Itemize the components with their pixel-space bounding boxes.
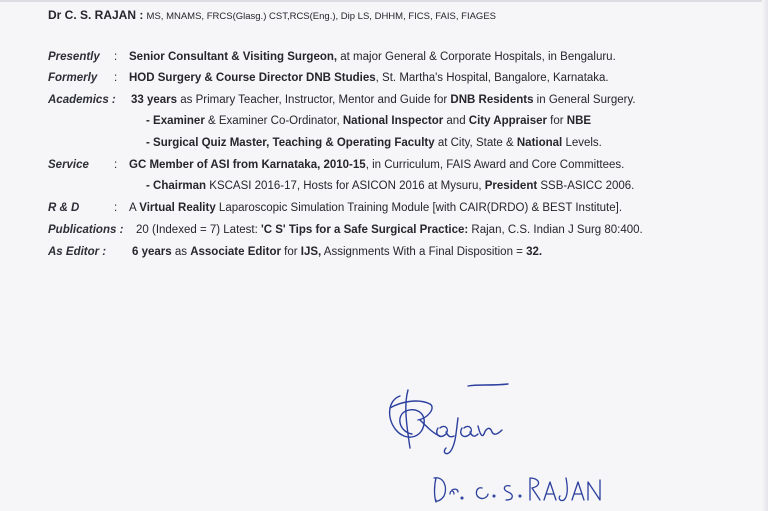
rd-sep: : — [114, 202, 118, 214]
service-sep: : — [114, 159, 118, 171]
academics-line-3: - Surgical Quiz Master, Teaching & Operating Faculty at City, State & National Levels. — [146, 137, 602, 149]
qualifications: MS, MNAMS, FRCS(Glasg.) CST,RCS(Eng.), Dip LS, DHHM, FICS, FAIS, FIAGES — [146, 11, 496, 22]
formerly-label: Formerly — [48, 72, 98, 84]
signature-name-handwritten — [430, 470, 610, 506]
scan-edge — [0, 0, 768, 2]
formerly-content: HOD Surgery & Course Director DNB Studies, St. Martha's Hospital, Bangalore, Karnataka. — [129, 72, 609, 84]
presently-content: Senior Consultant & Visiting Surgeon, at major General & Corporate Hospitals, in Bengaluru. — [129, 51, 616, 63]
service-line-1: GC Member of ASI from Karnataka, 2010-15, in Curriculum, FAIS Award and Core Committees. — [129, 159, 625, 171]
presently-label: Presently — [48, 51, 100, 63]
formerly-sep: : — [114, 72, 118, 84]
rd-label: R & D — [48, 202, 80, 214]
editor-content: 6 years as Associate Editor for IJS, Assignments With a Final Disposition = 32. — [132, 246, 543, 258]
signature-scribble — [378, 378, 528, 458]
publications-label: Publications : — [48, 224, 124, 236]
presently-sep: : — [114, 51, 118, 63]
editor-label: As Editor : — [48, 246, 107, 258]
page-edge-shadow — [762, 0, 768, 511]
service-label: Service — [48, 159, 89, 171]
academics-line-2: - Examiner & Examiner Co-Ordinator, National Inspector and City Appraiser for NBE — [146, 115, 592, 127]
academics-line-1: 33 years as Primary Teacher, Instructor, Mentor and Guide for DNB Residents in General Surgery. — [131, 94, 636, 106]
academics-label: Academics : — [48, 94, 116, 106]
doctor-header — [48, 8, 496, 22]
rd-content: A Virtual Reality Laparoscopic Simulation Training Module [with CAIR(DRDO) & BEST Institute]. — [129, 202, 623, 214]
doctor-name: Dr C. S. RAJAN : — [48, 8, 144, 22]
service-line-2: - Chairman KSCASI 2016-17, Hosts for ASICON 2016 at Mysuru, President SSB-ASICC 2006. — [146, 180, 635, 192]
publications-content: 20 (Indexed = 7) Latest: 'C S' Tips for a Safe Surgical Practice: Rajan, C.S. Indian J Surg 80:400. — [136, 224, 643, 236]
